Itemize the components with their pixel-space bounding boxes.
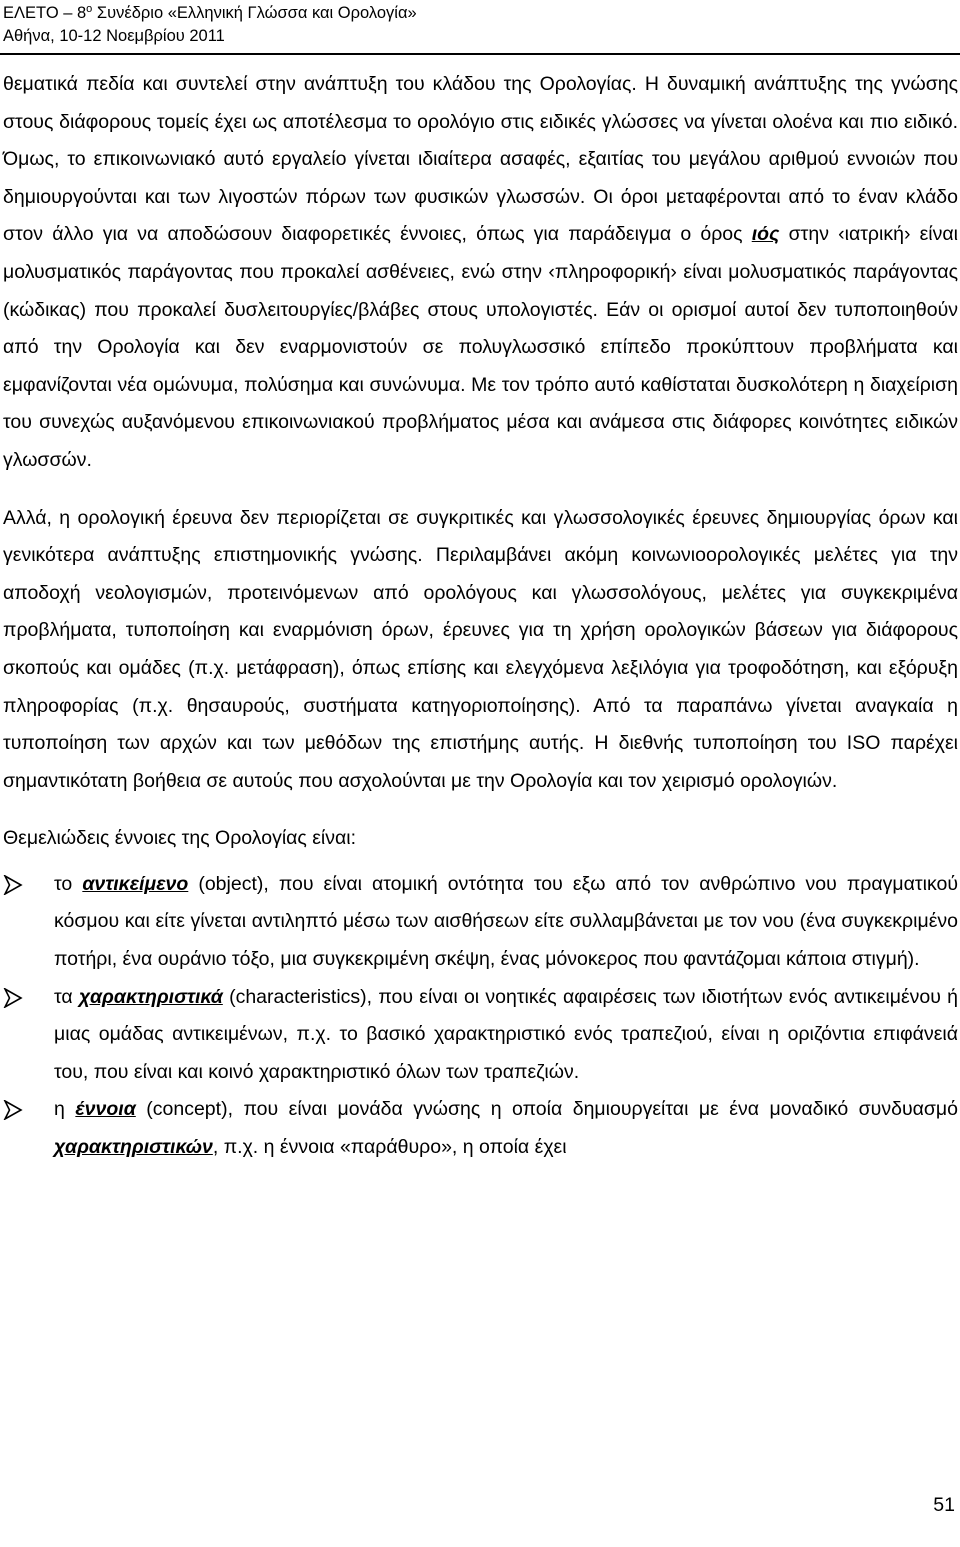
term-characteristics-2: χαρακτηριστικών (54, 1136, 213, 1159)
term-object: αντικείμενο (82, 872, 189, 895)
paragraph-2: Αλλά, η ορολογική έρευνα δεν περιορίζεται σε συγκριτικές και γλωσσολογικές έρευνες δημιουργίας όρων και γενικότερα ανάπτυξης επιστημονικής γνώσης. Περιλαμβάνει ακόμη κοινωνιοορολογικές μελέτες για την αποδοχή νεολογισμών, προτεινόμενων από ορολόγους και γλωσσολόγους, μελέτες για συγκεκριμένα προβλήματα, τυποποίηση και εναρμόνιση όρων, έρευνες για τη χρήση ορολογικών βάσεων για διάφορους σκοπούς και ομάδες (π.χ. μετάφραση), όπως επίσης και ελεγχόμενα λεξιλόγια για τροφοδότηση, και εξόρυξη πληροφορίας (π.χ. θησαυρούς, συστήματα κατηγοριοποίησης). Από τα παραπάνω γίνεται αναγκαία η τυποποίηση των αρχών και των μεθόδων της επιστήμης αυτής. Η διεθνής τυποποίηση του ISO παρέχει σημαντικότατη βοήθεια σε αυτούς που ασχολούνται με την Ορολογία και τον χειρισμό ορολογιών. (3, 506, 958, 792)
paragraph-3: Θεμελιώδεις έννοιες της Ορολογίας είναι: (3, 827, 357, 850)
term-characteristics: χαρακτηριστικά (78, 985, 223, 1008)
page-header (3, 2, 417, 48)
bullet-item-concept: η έννοια (concept), που είναι μονάδα γνώσης η οποία δημιουργείται με ένα μοναδικό συνδυασμό χαρακτηριστικών, π.χ. η έννοια «παράθυρο», η οποία έχει (3, 1091, 958, 1166)
document-body (3, 66, 958, 1167)
term-concept: έννοια (75, 1098, 136, 1121)
bullet-item-characteristics: τα χαρακτηριστικά (characteristics), που είναι οι νοητικές αφαιρέσεις των ιδιοτήτων ενός αντικειμένου ή μιας ομάδας αντικειμένων, π.χ. το βασικό χαρακτηριστικό ενός τραπεζιού, είναι η οριζόντια επιφάνειά του, που είναι και κοινό χαρακτηριστικό όλων των τραπεζιών. (3, 979, 958, 1092)
conference-date: Αθήνα, 10-12 Νοεμβρίου 2011 (3, 27, 225, 45)
paragraph-1: θεματικά πεδία και συντελεί στην ανάπτυξη του κλάδου της Ορολογίας. Η δυναμική ανάπτυξης της γνώσης στους διάφορους τομείς έχει ως αποτέλεσμα το ορολόγιο στις ειδικές γλώσσες να γίνεται ολοένα και πιο ειδικό. Όμως, το επικοινωνιακό αυτό εργαλείο γίνεται ιδιαίτερα ασαφές, εξαιτίας του μεγάλου αριθμού εννοιών που δημιουργούνται και των λιγοστών πόρων των φυσικών γλωσσών. Οι όροι μεταφέρονται από το έναν κλάδο στον άλλο για να αποδώσουν διαφορετικές έννοιες, όπως για παράδειγμα ο όρος ιός στην ‹ιατρική› είναι μολυσματικός παράγοντας που προκαλεί ασθένειες, ενώ στην ‹πληροφορική› είναι μολυσματικός παράγοντας (κώδικας) που προκαλεί δυσλειτουργίες/βλάβες στους υπολογιστές. Εάν οι ορισμοί αυτοί δεν τυποποιηθούν από την Ορολογία και δεν εναρμονιστούν σε πολυγλωσσικό επίπεδο προκύπτουν προβλήματα και εμφανίζονται νέα ομώνυμα, πολύσημα και συνώνυμα. Με τον τρόπο αυτό καθίσταται δυσκολότερη η διαχείριση του συνεχώς αυξανόμενου επικοινωνιακού προβλήματος μέσα και ανάμεσα στις διάφορες κοινότητες ειδικών γλωσσών. (3, 73, 958, 471)
bullet-item-object: το αντικείμενο (object), που είναι ατομική οντότητα του εξω από τον ανθρώπινο νου πραγματικού κόσμου και είτε γίνεται αντιληπτό μέσω των αισθήσεων είτε συλλαμβάνεται με τον νου (ένα συγκεκριμένο ποτήρι, ένα ουράνιο τόξο, μια συγκεκριμένη σκέψη, ένας μόνοκερος που φαντάζομαι κάποια στιγμή). (3, 866, 958, 979)
page-number: 51 (933, 1494, 955, 1516)
header-rule (0, 53, 960, 55)
conference-title: ΕΛΕΤΟ – $8^o$ Συνέδριο «Ελληνική Γλώσσα και Ορολογία» (3, 3, 417, 22)
term-ios: ιός (751, 223, 780, 246)
